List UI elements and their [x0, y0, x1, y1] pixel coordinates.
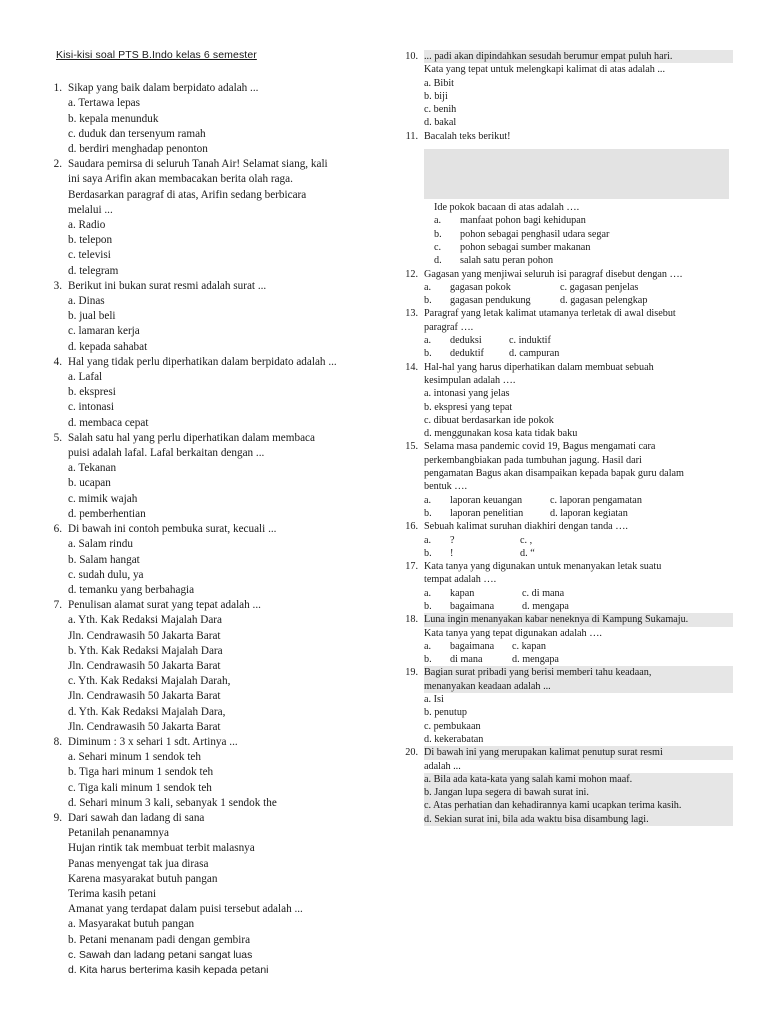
option: d. Sekian surat ini, bila ada waktu bisa disambung lagi. — [424, 813, 733, 826]
question-text: Petanilah penanamnya — [68, 827, 169, 840]
question-number: 8. — [53, 735, 62, 748]
question-text: Bacalah teks berikut! — [424, 130, 511, 142]
option: gagasan pokok — [450, 281, 511, 293]
question-number: 13. — [405, 308, 418, 320]
option: a. Yth. Kak Redaksi Majalah Dara — [68, 614, 222, 627]
option: b. Yth. Kak Redaksi Majalah Dara — [68, 644, 223, 657]
option: d. pemberhentian — [68, 507, 146, 520]
question-2 — [40, 157, 380, 279]
option: ! — [450, 547, 454, 559]
question-text: Saudara pemirsa di seluruh Tanah Air! Selamat siang, kali — [68, 158, 328, 171]
question-text: Luna ingin menanyakan kabar neneknya di Kampung Sukamaju. — [424, 613, 733, 626]
option: c. benih — [424, 104, 457, 116]
question-number: 20. — [405, 747, 418, 759]
option: b. ucapan — [68, 477, 111, 490]
option: c. gagasan penjelas — [560, 281, 639, 293]
option: laporan penelitian — [450, 507, 524, 519]
option: pohon sebagai sumber makanan — [460, 241, 591, 253]
question-number: 7. — [53, 599, 62, 612]
question-number: 3. — [53, 279, 62, 292]
option: laporan keuangan — [450, 494, 523, 506]
question-number: 14. — [405, 361, 418, 373]
option: d. mengapa — [522, 600, 569, 612]
question-text: ini saya Arifin akan membacakan berita olah raga. — [68, 173, 293, 186]
question-prompt: Ide pokok bacaan di atas adalah …. — [434, 202, 580, 214]
question-number: 5. — [53, 431, 62, 444]
option-letter: d. — [434, 255, 442, 267]
option: bagaimana — [450, 640, 495, 652]
option: a. Tekanan — [68, 462, 117, 475]
option: d. gagasan pelengkap — [560, 295, 648, 307]
question-text: adalah ... — [424, 760, 461, 772]
option: gagasan pendukung — [450, 295, 531, 307]
question-text: Penulisan alamat surat yang tepat adalah ... — [68, 599, 261, 612]
question-20 — [398, 746, 733, 826]
option: c. laporan pengamatan — [550, 494, 642, 506]
option: deduksi — [450, 335, 482, 347]
option: d. mengapa — [512, 654, 559, 666]
option: d. temanku yang berbahagia — [68, 583, 195, 596]
option: di mana — [450, 654, 483, 666]
option-letter: a. — [424, 335, 432, 347]
question-8 — [40, 735, 380, 811]
option: bagaimana — [450, 600, 495, 612]
question-number: 11. — [405, 130, 418, 142]
question-text: kesimpulan adalah …. — [424, 374, 516, 386]
option: a. Sehari minum 1 sendok teh — [68, 751, 201, 764]
reading-passage-placeholder — [424, 149, 729, 199]
option-letter: c. — [434, 241, 442, 253]
question-number: 1. — [53, 82, 62, 95]
question-text: pengamatan Bagus akan disampaikan kepada bapak guru dalam — [424, 468, 684, 480]
question-7 — [40, 598, 380, 735]
option-letter: a. — [424, 281, 432, 293]
question-text: Sikap yang baik dalam berpidato adalah ... — [68, 82, 259, 95]
option: kapan — [450, 587, 475, 599]
question-text: Berdasarkan paragraf di atas, Arifin sedang berbicara — [68, 188, 307, 201]
option: b. jual beli — [68, 310, 116, 323]
question-text: paragraf …. — [424, 321, 474, 333]
question-text: Berikut ini bukan surat resmi adalah surat ... — [68, 279, 267, 292]
option-letter: b. — [434, 228, 442, 240]
question-text: Di bawah ini yang merupakan kalimat penutup surat resmi — [424, 746, 733, 759]
question-text: Selama masa pandemic covid 19, Bagus mengamati cara — [424, 441, 656, 453]
option-letter: a. — [424, 534, 432, 546]
option-letter: b. — [424, 295, 432, 307]
question-number: 10. — [405, 51, 418, 62]
option: pohon sebagai penghasil udara segar — [460, 228, 610, 240]
question-number: 15. — [405, 441, 418, 453]
question-5 — [40, 431, 380, 522]
option: b. Petani menanam padi dengan gembira — [68, 933, 251, 946]
left-column — [40, 48, 380, 978]
question-number: 2. — [53, 158, 62, 171]
option-letter: a. — [424, 587, 432, 599]
option-letter: b. — [424, 348, 432, 360]
question-18 — [398, 613, 733, 666]
option: d. campuran — [509, 348, 560, 360]
option: c. induktif — [509, 335, 551, 347]
question-19 — [398, 666, 733, 746]
option: b. ekspresi yang tepat — [424, 401, 513, 413]
option: d. “ — [520, 547, 535, 559]
question-text: Hujan rintik tak membuat terbit malasnya — [68, 842, 255, 855]
option: a. Masyarakat butuh pangan — [68, 918, 195, 931]
option: d. telegram — [68, 264, 119, 277]
question-3 — [40, 279, 380, 355]
question-6 — [40, 522, 380, 598]
option: c. televisi — [68, 249, 111, 262]
question-text: perkembangbiakan pada tumbuhan jagung. Hasil dari — [424, 454, 642, 466]
question-number: 12. — [405, 268, 418, 280]
question-text: Gagasan yang menjiwai seluruh isi paragraf disebut dengan …. — [424, 268, 683, 280]
question-number: 18. — [405, 614, 418, 626]
question-text: Hal-hal yang harus diperhatikan dalam membuat sebuah — [424, 361, 654, 373]
option: b. Salam hangat — [68, 553, 140, 566]
option: b. Jangan lupa segera di bawah surat ini. — [424, 786, 733, 799]
question-text: Terima kasih petani — [68, 887, 157, 900]
question-text: Salah satu hal yang perlu diperhatikan dalam membaca — [68, 431, 315, 444]
option: deduktif — [450, 348, 484, 360]
option: salah satu peran pohon — [460, 255, 554, 267]
option: a. Bibit — [424, 77, 454, 89]
option: d. Kita harus berterima kasih kepada petani — [68, 964, 269, 976]
option-letter: b. — [424, 507, 432, 519]
option: d. menggunakan kosa kata tidak baku — [424, 428, 578, 440]
question-text: melalui ... — [68, 203, 113, 216]
option: c. Tiga kali minum 1 sendok teh — [68, 781, 212, 794]
option-letter: b. — [424, 600, 432, 612]
question-text: Hal yang tidak perlu diperhatikan dalam berpidato adalah ... — [68, 355, 337, 368]
option: c. intonasi — [68, 401, 114, 414]
question-text: Bagian surat pribadi yang berisi memberi tahu keadaan, — [424, 666, 733, 679]
option: c. Yth. Kak Redaksi Majalah Darah, — [68, 675, 231, 688]
question-text: Kata tanya yang digunakan untuk menanyakan letak suatu — [424, 561, 662, 573]
option-letter: a. — [434, 215, 442, 227]
option: ? — [450, 534, 455, 546]
option-letter: a. — [424, 640, 432, 652]
option: c. dibuat berdasarkan ide pokok — [424, 414, 554, 426]
question-text: Kata yang tepat untuk melengkapi kalimat di atas adalah ... — [424, 64, 666, 76]
option: a. Bila ada kata-kata yang salah kami mohon maaf. — [424, 773, 733, 786]
option: a. Lafal — [68, 371, 103, 384]
option: b. ekspresi — [68, 386, 116, 399]
question-number: 9. — [53, 811, 62, 824]
option: d. Yth. Kak Redaksi Majalah Dara, — [68, 705, 226, 718]
question-number: 17. — [405, 561, 418, 573]
option: a. Radio — [68, 219, 106, 232]
option: a. Dinas — [68, 295, 105, 308]
option: c. sudah dulu, ya — [68, 568, 144, 581]
option-letter: b. — [424, 547, 432, 559]
question-12 — [398, 268, 733, 308]
option: c. , — [520, 534, 533, 546]
option: b. telepon — [68, 234, 113, 247]
option: c. kapan — [512, 640, 546, 652]
option: d. berdiri menghadap penonton — [68, 143, 208, 156]
question-number: 16. — [405, 521, 418, 533]
option: b. Tiga hari minum 1 sendok teh — [68, 766, 214, 779]
option: b. biji — [424, 90, 448, 102]
option: c. lamaran kerja — [68, 325, 140, 338]
option-letter: b. — [424, 654, 432, 666]
question-14 — [398, 361, 733, 441]
question-text: ... padi akan dipindahkan sesudah berumur empat puluh hari. — [424, 50, 733, 63]
question-text: Karena masyarakat butuh pangan — [68, 872, 218, 885]
option: Jln. Cendrawasih 50 Jakarta Barat — [68, 720, 221, 733]
option: Jln. Cendrawasih 50 Jakarta Barat — [68, 629, 221, 642]
question-10 — [398, 50, 733, 130]
question-text: puisi adalah lafal. Lafal berkaitan dengan ... — [68, 447, 265, 460]
question-number: 19. — [405, 667, 418, 679]
question-text: Dari sawah dan ladang di sana — [68, 811, 205, 824]
option: c. di mana — [522, 587, 565, 599]
question-text: bentuk …. — [424, 481, 468, 493]
option: c. mimik wajah — [68, 492, 138, 505]
question-text: Kata tanya yang tepat digunakan adalah …. — [424, 627, 602, 639]
question-text: Sebuah kalimat suruhan diakhiri dengan tanda …. — [424, 521, 628, 533]
question-text: menanyakan keadaan adalah ... — [424, 680, 733, 693]
question-text: tempat adalah …. — [424, 574, 497, 586]
question-text: Di bawah ini contoh pembuka surat, kecuali ... — [68, 523, 277, 536]
question-text: Panas menyengat tak jua dirasa — [68, 857, 209, 870]
option: manfaat pohon bagi kehidupan — [460, 215, 586, 227]
option: d. kekerabatan — [424, 733, 484, 745]
option: d. laporan kegiatan — [550, 507, 628, 519]
option: c. Atas perhatian dan kehadirannya kami ucapkan terima kasih. — [424, 799, 733, 812]
option: d. membaca cepat — [68, 416, 149, 429]
question-9 — [40, 811, 380, 978]
left-question-list — [40, 81, 380, 978]
question-text: Diminum : 3 x sehari 1 sdt. Artinya ... — [68, 735, 238, 748]
option: d. bakal — [424, 117, 457, 129]
question-11 — [398, 130, 733, 268]
option: a. Tertawa lepas — [68, 97, 141, 110]
option: a. Salam rindu — [68, 538, 133, 551]
question-text: Amanat yang terdapat dalam puisi tersebut adalah ... — [68, 903, 303, 916]
option: d. Sehari minum 3 kali, sebanyak 1 sendok the — [68, 796, 277, 809]
option: a. intonasi yang jelas — [424, 388, 510, 400]
option: Jln. Cendrawasih 50 Jakarta Barat — [68, 659, 221, 672]
question-17 — [398, 560, 733, 613]
question-1 — [40, 81, 380, 157]
question-13 — [398, 307, 733, 360]
option: Jln. Cendrawasih 50 Jakarta Barat — [68, 690, 221, 703]
question-number: 6. — [53, 523, 62, 536]
question-number: 4. — [53, 355, 62, 368]
question-4 — [40, 355, 380, 431]
question-16 — [398, 520, 733, 560]
option: c. Sawah dan ladang petani sangat luas — [68, 949, 253, 961]
right-column — [398, 50, 733, 826]
option: d. kepada sahabat — [68, 340, 148, 353]
option: b. kepala menunduk — [68, 112, 159, 125]
question-15 — [398, 440, 733, 520]
option: a. Isi — [424, 694, 444, 706]
option-letter: a. — [424, 494, 432, 506]
option: c. duduk dan tersenyum ramah — [68, 127, 206, 140]
page-title: Kisi-kisi soal PTS B.Indo kelas 6 semester — [56, 49, 257, 61]
option: c. pembukaan — [424, 720, 481, 732]
option: b. penutup — [424, 707, 468, 719]
question-text: Paragraf yang letak kalimat utamanya terletak di awal disebut — [424, 308, 676, 320]
